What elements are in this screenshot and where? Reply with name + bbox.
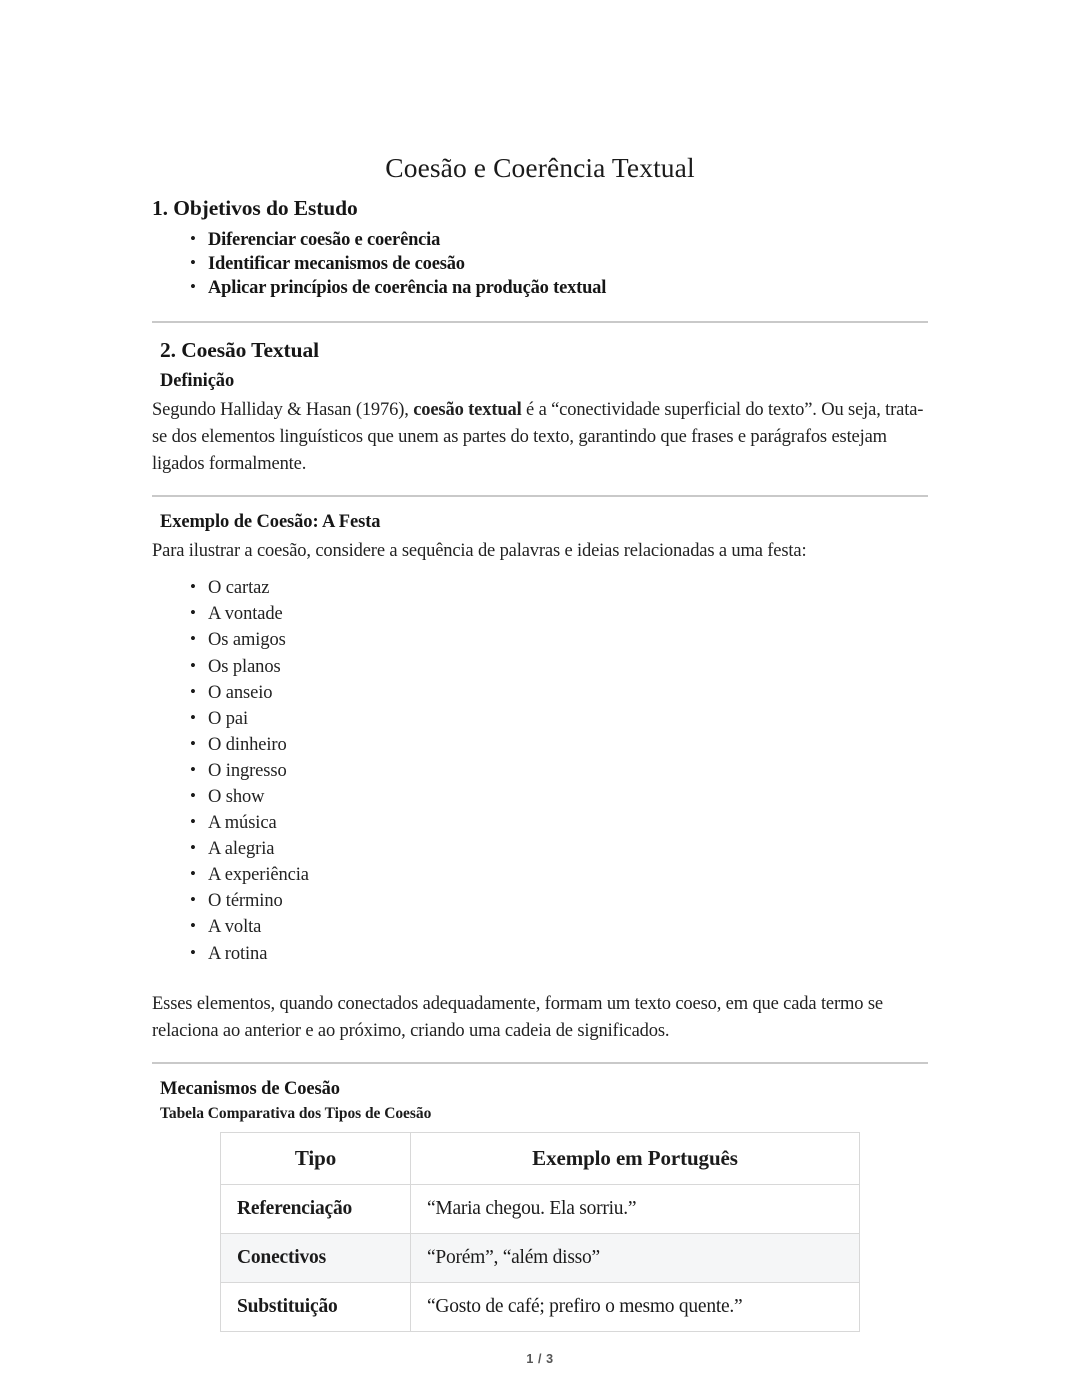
definicao-paragraph: Segundo Halliday & Hasan (1976), coesão textual é a “conectividade superficial do texto”. Ou seja, trata-se dos elementos linguísticos que unem as partes do texto, garantindo que frases e parágrafos estejam ligados formalmente. <box>152 399 924 475</box>
objetivos-list <box>152 229 928 301</box>
document-content <box>152 152 928 1332</box>
list-item: • Os amigos <box>152 631 928 650</box>
list-item: • Aplicar princípios de coerência na produção textual <box>152 277 928 301</box>
list-item: • O término <box>152 892 928 911</box>
emphasized-term: coesão textual <box>413 399 522 420</box>
table-caption: Tabela Comparativa dos Tipos de Coesão <box>160 1104 432 1122</box>
list-item: • O show <box>152 788 928 807</box>
list-item: • Diferenciar coesão e coerência <box>152 229 928 253</box>
cell-exemplo: “Porém”, “além disso” <box>411 1233 860 1282</box>
table-row <box>221 1282 860 1331</box>
list-item: • A experiência <box>152 866 928 885</box>
list-item: • O pai <box>152 710 928 729</box>
subheading-definicao: Definição <box>160 370 235 391</box>
table-container <box>152 1132 928 1332</box>
festa-list <box>152 579 928 963</box>
list-item: • A alegria <box>152 840 928 859</box>
section-heading-coesao: 2. Coesão Textual <box>160 337 319 362</box>
cell-tipo: Conectivos <box>221 1233 411 1282</box>
list-item: • A volta <box>152 918 928 937</box>
list-item: • O anseio <box>152 684 928 703</box>
list-item: • A música <box>152 814 928 833</box>
list-item: • Identificar mecanismos de coesão <box>152 253 928 277</box>
cohesion-table <box>220 1132 860 1332</box>
page-number-footer: 1 / 3 <box>526 1352 554 1366</box>
list-item: • O cartaz <box>152 579 928 598</box>
list-item: • O dinheiro <box>152 736 928 755</box>
list-item: • A vontade <box>152 605 928 624</box>
table-head <box>221 1132 860 1184</box>
list-item: • Os planos <box>152 658 928 677</box>
page-title: Coesão e Coerência Textual <box>385 152 695 183</box>
section-heading-objetivos: 1. Objetivos do Estudo <box>152 196 358 220</box>
cell-tipo: Substituição <box>221 1282 411 1331</box>
table-body <box>221 1184 860 1331</box>
subheading-exemplo-festa: Exemplo de Coesão: A Festa <box>160 512 381 533</box>
cell-exemplo: “Maria chegou. Ela sorriu.” <box>411 1184 860 1233</box>
column-header-tipo: Tipo <box>221 1132 411 1184</box>
column-header-exemplo: Exemplo em Português <box>411 1132 860 1184</box>
cell-tipo: Referenciação <box>221 1184 411 1233</box>
exemplo-closing: Esses elementos, quando conectados adequadamente, formam um texto coeso, em que cada termo se relaciona ao anterior e ao próximo, criando uma cadeia de significados. <box>152 993 883 1041</box>
exemplo-intro: Para ilustrar a coesão, considere a sequência de palavras e ideias relacionadas a uma festa: <box>152 541 807 562</box>
list-item: • A rotina <box>152 945 928 964</box>
table-header-row <box>221 1132 860 1184</box>
table-row <box>221 1184 860 1233</box>
table-row <box>221 1233 860 1282</box>
subheading-mecanismos: Mecanismos de Coesão <box>160 1078 340 1099</box>
list-item: • O ingresso <box>152 762 928 781</box>
cell-exemplo: “Gosto de café; prefiro o mesmo quente.” <box>411 1282 860 1331</box>
